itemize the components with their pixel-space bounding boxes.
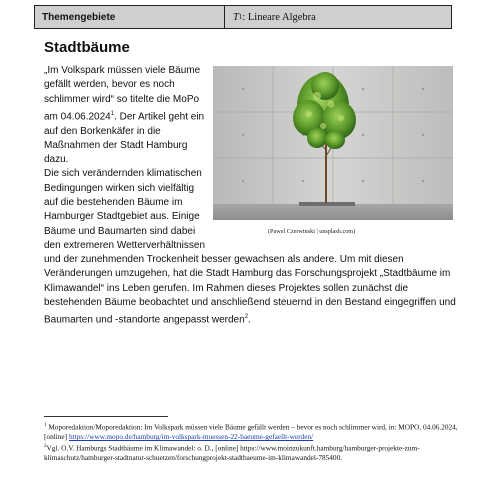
footnote-ref-1: 1 — [110, 110, 115, 117]
line: Klimawandel“ ins Leben gerufen. Im Rahmen dieses Projektes sollen zunächst die — [44, 282, 409, 294]
topic-text: : Lineare Algebra — [242, 11, 316, 23]
line: Veränderungen umzugehen, hat die Stadt Hamburg das Forschungsprojekt „Stadtbäume im — [44, 268, 451, 280]
footnote-2 — [44, 442, 464, 463]
line: dazu. — [44, 154, 69, 166]
line: den extremeren Wetterverhältnissen — [44, 239, 206, 251]
topic-value — [225, 6, 451, 28]
line: „Im Volkspark müssen viele Bäume — [44, 65, 201, 76]
footnotes — [44, 421, 464, 463]
paragraph-1 — [44, 64, 460, 167]
paragraph-2 — [44, 167, 460, 328]
article-body — [44, 64, 460, 328]
line: auf den Borkenkäfer in die — [44, 125, 161, 137]
topic-symbol: T — [233, 11, 239, 23]
line: Bäume und Baumarten sind dabei — [44, 225, 196, 237]
line: bestehenden Bäume beobachtet und anschließend steuernd in den Bestand eingegriffen und — [44, 297, 456, 309]
page-title: Stadtbäume — [44, 39, 130, 56]
line: . Der Artikel geht ein — [114, 111, 205, 123]
line: am 04.06.2024 — [44, 111, 111, 123]
line: Maßnahmen der Stadt Hamburg — [44, 139, 188, 151]
line: gefällt werden, bevor es noch — [44, 79, 175, 91]
line: Baumarten und -standorte angepasst werden — [44, 314, 245, 326]
photo-caption: (Pawel Czerwinski | unsplash.com) — [268, 228, 356, 235]
line-end: . — [248, 314, 251, 326]
topic-label: Themengebiete — [35, 6, 225, 28]
footnote-2-text: Vgl. O.V. Hamburgs Stadtbäume im Klimawandel: o. D., [online] https://www.moinzukunft.hamburg/hamburger-projekte-zum-klimaschutz/hamburger-stadtnatur-schuetzen/forschungprojekt-stadtbaeume-im-klimawandel-785400. — [44, 443, 420, 463]
footnote-1-text: Moporedaktion/Moporedaktion: Im Volkspark müssen viele Bäume gefällt werden – bevor es noch schlimmer wird, in: MOPO, 04.06.2024, [online] — [44, 422, 458, 442]
line: Bedingungen wirken sich vielfältig — [44, 182, 195, 194]
footnote-1-mark: 1 — [44, 423, 47, 428]
line: Hamburger Stadtgebiet aus. Einige — [44, 211, 200, 223]
topic-table — [34, 5, 452, 29]
footnote-1-link[interactable]: https://www.mopo.de/hamburg/im-volkspark-muessen-22-baeume-gefaellt-werden/ — [68, 432, 314, 442]
line: Die sich verändernden klimatischen — [44, 168, 202, 180]
footnote-2-mark: 2 — [44, 444, 47, 450]
line: schlimmer wird“ so titelte die MoPo — [44, 93, 200, 105]
line: auf die bestehenden Bäume im — [44, 197, 183, 208]
footnote-divider — [44, 416, 168, 417]
footnote-1 — [44, 421, 464, 442]
topic-subscript: 1 — [238, 13, 243, 21]
line: und der zunehmenden Trockenheit besser gewachsen als andere. Um mit diesen — [44, 254, 404, 266]
footnote-ref-2: 2 — [244, 314, 249, 321]
